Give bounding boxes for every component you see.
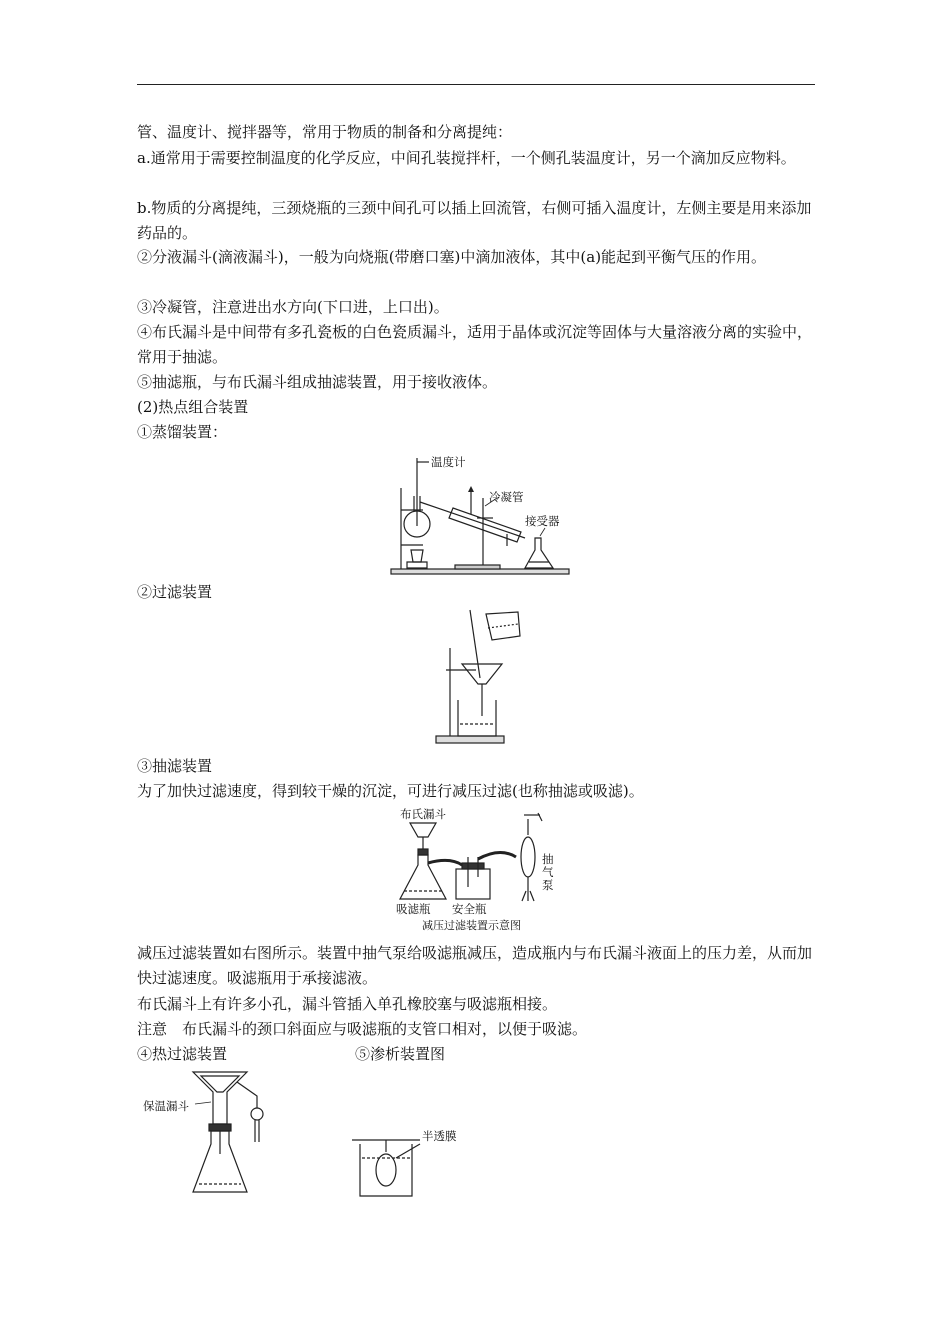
paragraph-separatory-funnel: ②分液漏斗(滴液漏斗)，一般为向烧瓶(带磨口塞)中滴加液体，其中(a)能起到平衡气压的作用。 [137, 248, 767, 266]
label-safety-bottle: 安全瓶 [452, 902, 487, 916]
filtration-figure [432, 608, 527, 748]
label-suction-flask: 吸滤瓶 [396, 902, 431, 916]
hot-filter-heading: ④热过滤装置 [137, 1045, 228, 1063]
label-pump: 抽气泵 [542, 852, 554, 892]
distillation-heading: ①蒸馏装置： [137, 423, 228, 441]
paragraph-buchner: ④布氏漏斗是中间带有多孔瓷板的白色瓷质漏斗，适用于晶体或沉淀等固体与大量溶液分离的实验中，常用于抽滤。 [137, 323, 813, 366]
paragraph-a: a.通常用于需要控制温度的化学反应，中间孔装搅拌杆，一个侧孔装温度计，另一个滴加反应物料。 [137, 149, 796, 167]
paragraph-suction-flask: ⑤抽滤瓶，与布氏漏斗组成抽滤装置，用于接收液体。 [137, 373, 498, 391]
paragraph-b: b.物质的分离提纯，三颈烧瓶的三颈中间孔可以插上回流管，右侧可插入温度计，左侧主要是用来添加药品的。 [137, 199, 812, 242]
filtration-heading: ②过滤装置 [137, 583, 213, 601]
suction-heading: ③抽滤装置 [137, 757, 213, 775]
label-thermometer: 温度计 [431, 455, 466, 469]
suction-caption: 减压过滤装置示意图 [422, 919, 521, 932]
paragraph-note: 注意 布氏漏斗的颈口斜面应与吸滤瓶的支管口相对，以便于吸滤。 [137, 1020, 588, 1038]
hot-filter-figure [137, 1068, 277, 1196]
paragraph-intro: 管、温度计、搅拌器等，常用于物质的制备和分离提纯： [137, 123, 513, 141]
header-rule [137, 84, 815, 85]
suction-figure [392, 807, 572, 935]
dialysis-figure [350, 1122, 470, 1202]
dialysis-heading: ⑤渗析装置图 [355, 1045, 446, 1063]
paragraph-condenser: ③冷凝管，注意进出水方向(下口进，上口出)。 [137, 298, 449, 316]
label-membrane: 半透膜 [422, 1129, 457, 1143]
label-condenser: 冷凝管 [489, 490, 524, 504]
section-heading: (2)热点组合装置 [137, 398, 249, 416]
paragraph-buchner-holes: 布氏漏斗上有许多小孔，漏斗管插入单孔橡胶塞与吸滤瓶相接。 [137, 995, 558, 1013]
label-insulated-funnel: 保温漏斗 [143, 1099, 189, 1113]
suction-intro: 为了加快过滤速度，得到较干燥的沉淀，可进行减压过滤(也称抽滤或吸滤)。 [137, 782, 644, 800]
paragraph-suction-explain: 减压过滤装置如右图所示。装置中抽气泵给吸滤瓶减压，造成瓶内与布氏漏斗液面上的压力差，从而加快过滤速度。吸滤瓶用于承接滤液。 [137, 944, 813, 987]
distillation-figure [385, 450, 575, 578]
label-receiver: 接受器 [525, 514, 560, 528]
label-buchner: 布氏漏斗 [400, 807, 446, 821]
